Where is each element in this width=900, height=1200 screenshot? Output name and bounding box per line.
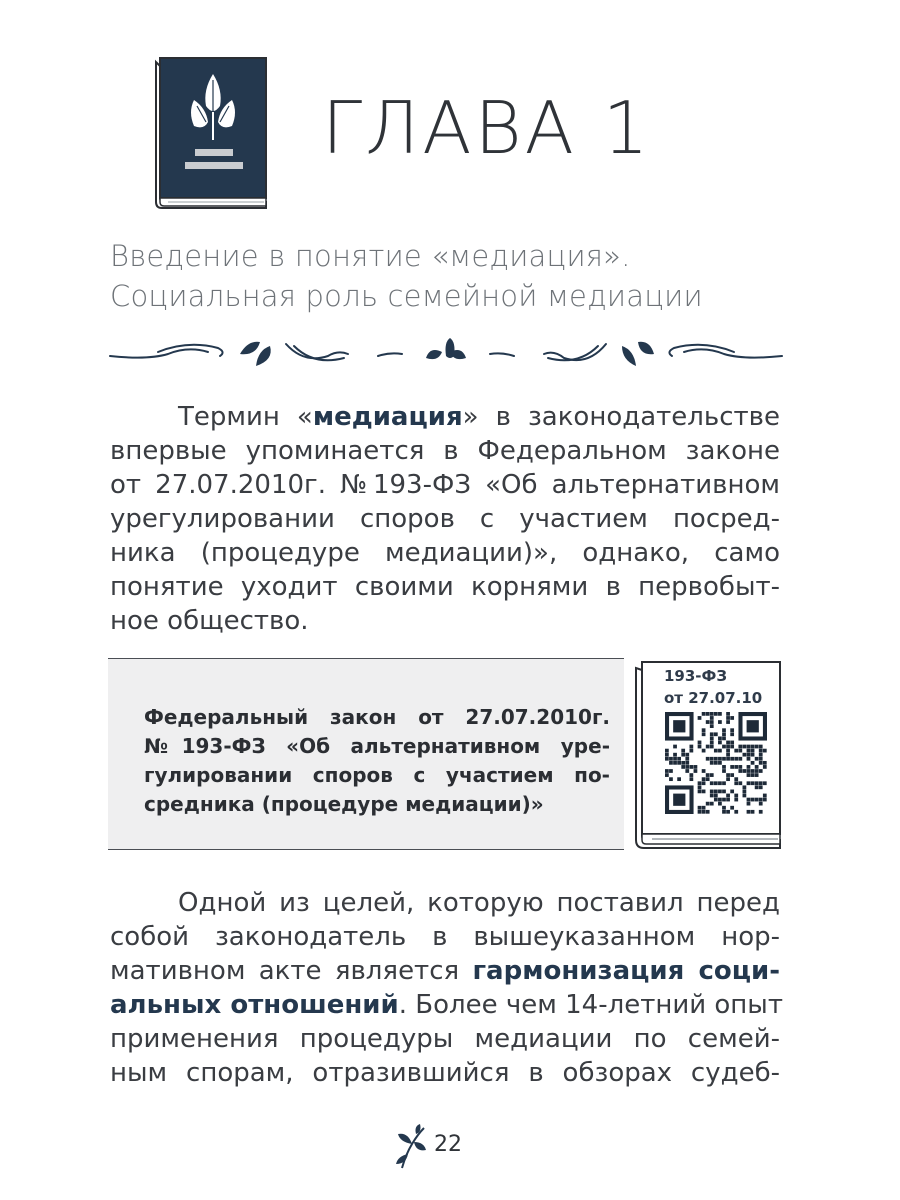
paragraph-line: впервые упоминается в Федеральном законе [110, 436, 780, 466]
qr-label-date: от 27.07.10 [664, 689, 763, 707]
page-footer [396, 1124, 506, 1172]
chapter-title: ГЛАВА 1 [322, 86, 652, 170]
paragraph-line [110, 400, 780, 434]
callout-text [144, 703, 610, 819]
paragraph-line [110, 954, 780, 988]
qr-label-law: 193-ФЗ [664, 667, 728, 685]
text-run: . Более чем 14-летний опыт [398, 990, 783, 1020]
paragraph-line: собой законодатель в вышеуказанном нор- [110, 922, 780, 952]
paragraph-line: Одной из целей, которую поставил перед [178, 888, 780, 918]
text-run: » в законодательстве [462, 402, 780, 432]
text-run: мативном акте является [110, 956, 473, 986]
chapter-book-icon [148, 56, 270, 212]
leaf-branch-icon [396, 1124, 428, 1172]
page-number: 22 [434, 1132, 462, 1157]
callout-line: Федеральный закон от 27.07.2010г. [144, 705, 610, 729]
paragraph-line: применения процедуры медиации по семей- [110, 1024, 780, 1054]
paragraph-line: ное общество. [110, 606, 309, 636]
paragraph-line: урегулировании споров с участием посред- [110, 504, 780, 534]
chapter-subtitle [110, 236, 800, 316]
paragraph-line: ника (процедуре медиации)», однако, само [110, 538, 780, 568]
subtitle-line: Социальная роль семейной медиации [110, 279, 703, 313]
paragraph-line [110, 988, 783, 1022]
paragraph-intro [110, 400, 780, 638]
paragraph-line: ным спорам, отразившийся в обзорах судеб- [110, 1058, 780, 1088]
law-callout-box [108, 658, 624, 850]
text-run: Термин « [178, 402, 313, 432]
paragraph-line: от 27.07.2010г. №193-ФЗ «Об альтернативном [110, 470, 780, 500]
bold-term: гармонизация соци- [472, 956, 780, 986]
ornament-divider [108, 334, 784, 372]
subtitle-line: Введение в понятие «медиация». [110, 239, 631, 273]
callout-line: №193-ФЗ «Об альтернативном уре- [144, 734, 610, 758]
callout-line: средника (процедуре медиации)» [144, 792, 544, 816]
bold-term: альных отношений [110, 990, 399, 1020]
callout-line: гулировании споров с участием по- [144, 763, 610, 787]
paragraph-line: понятие уходит своими корнями в первобыт- [110, 572, 780, 602]
paragraph-goals [110, 886, 783, 1090]
bold-term: медиация [312, 402, 463, 432]
qr-code[interactable] [665, 712, 767, 814]
